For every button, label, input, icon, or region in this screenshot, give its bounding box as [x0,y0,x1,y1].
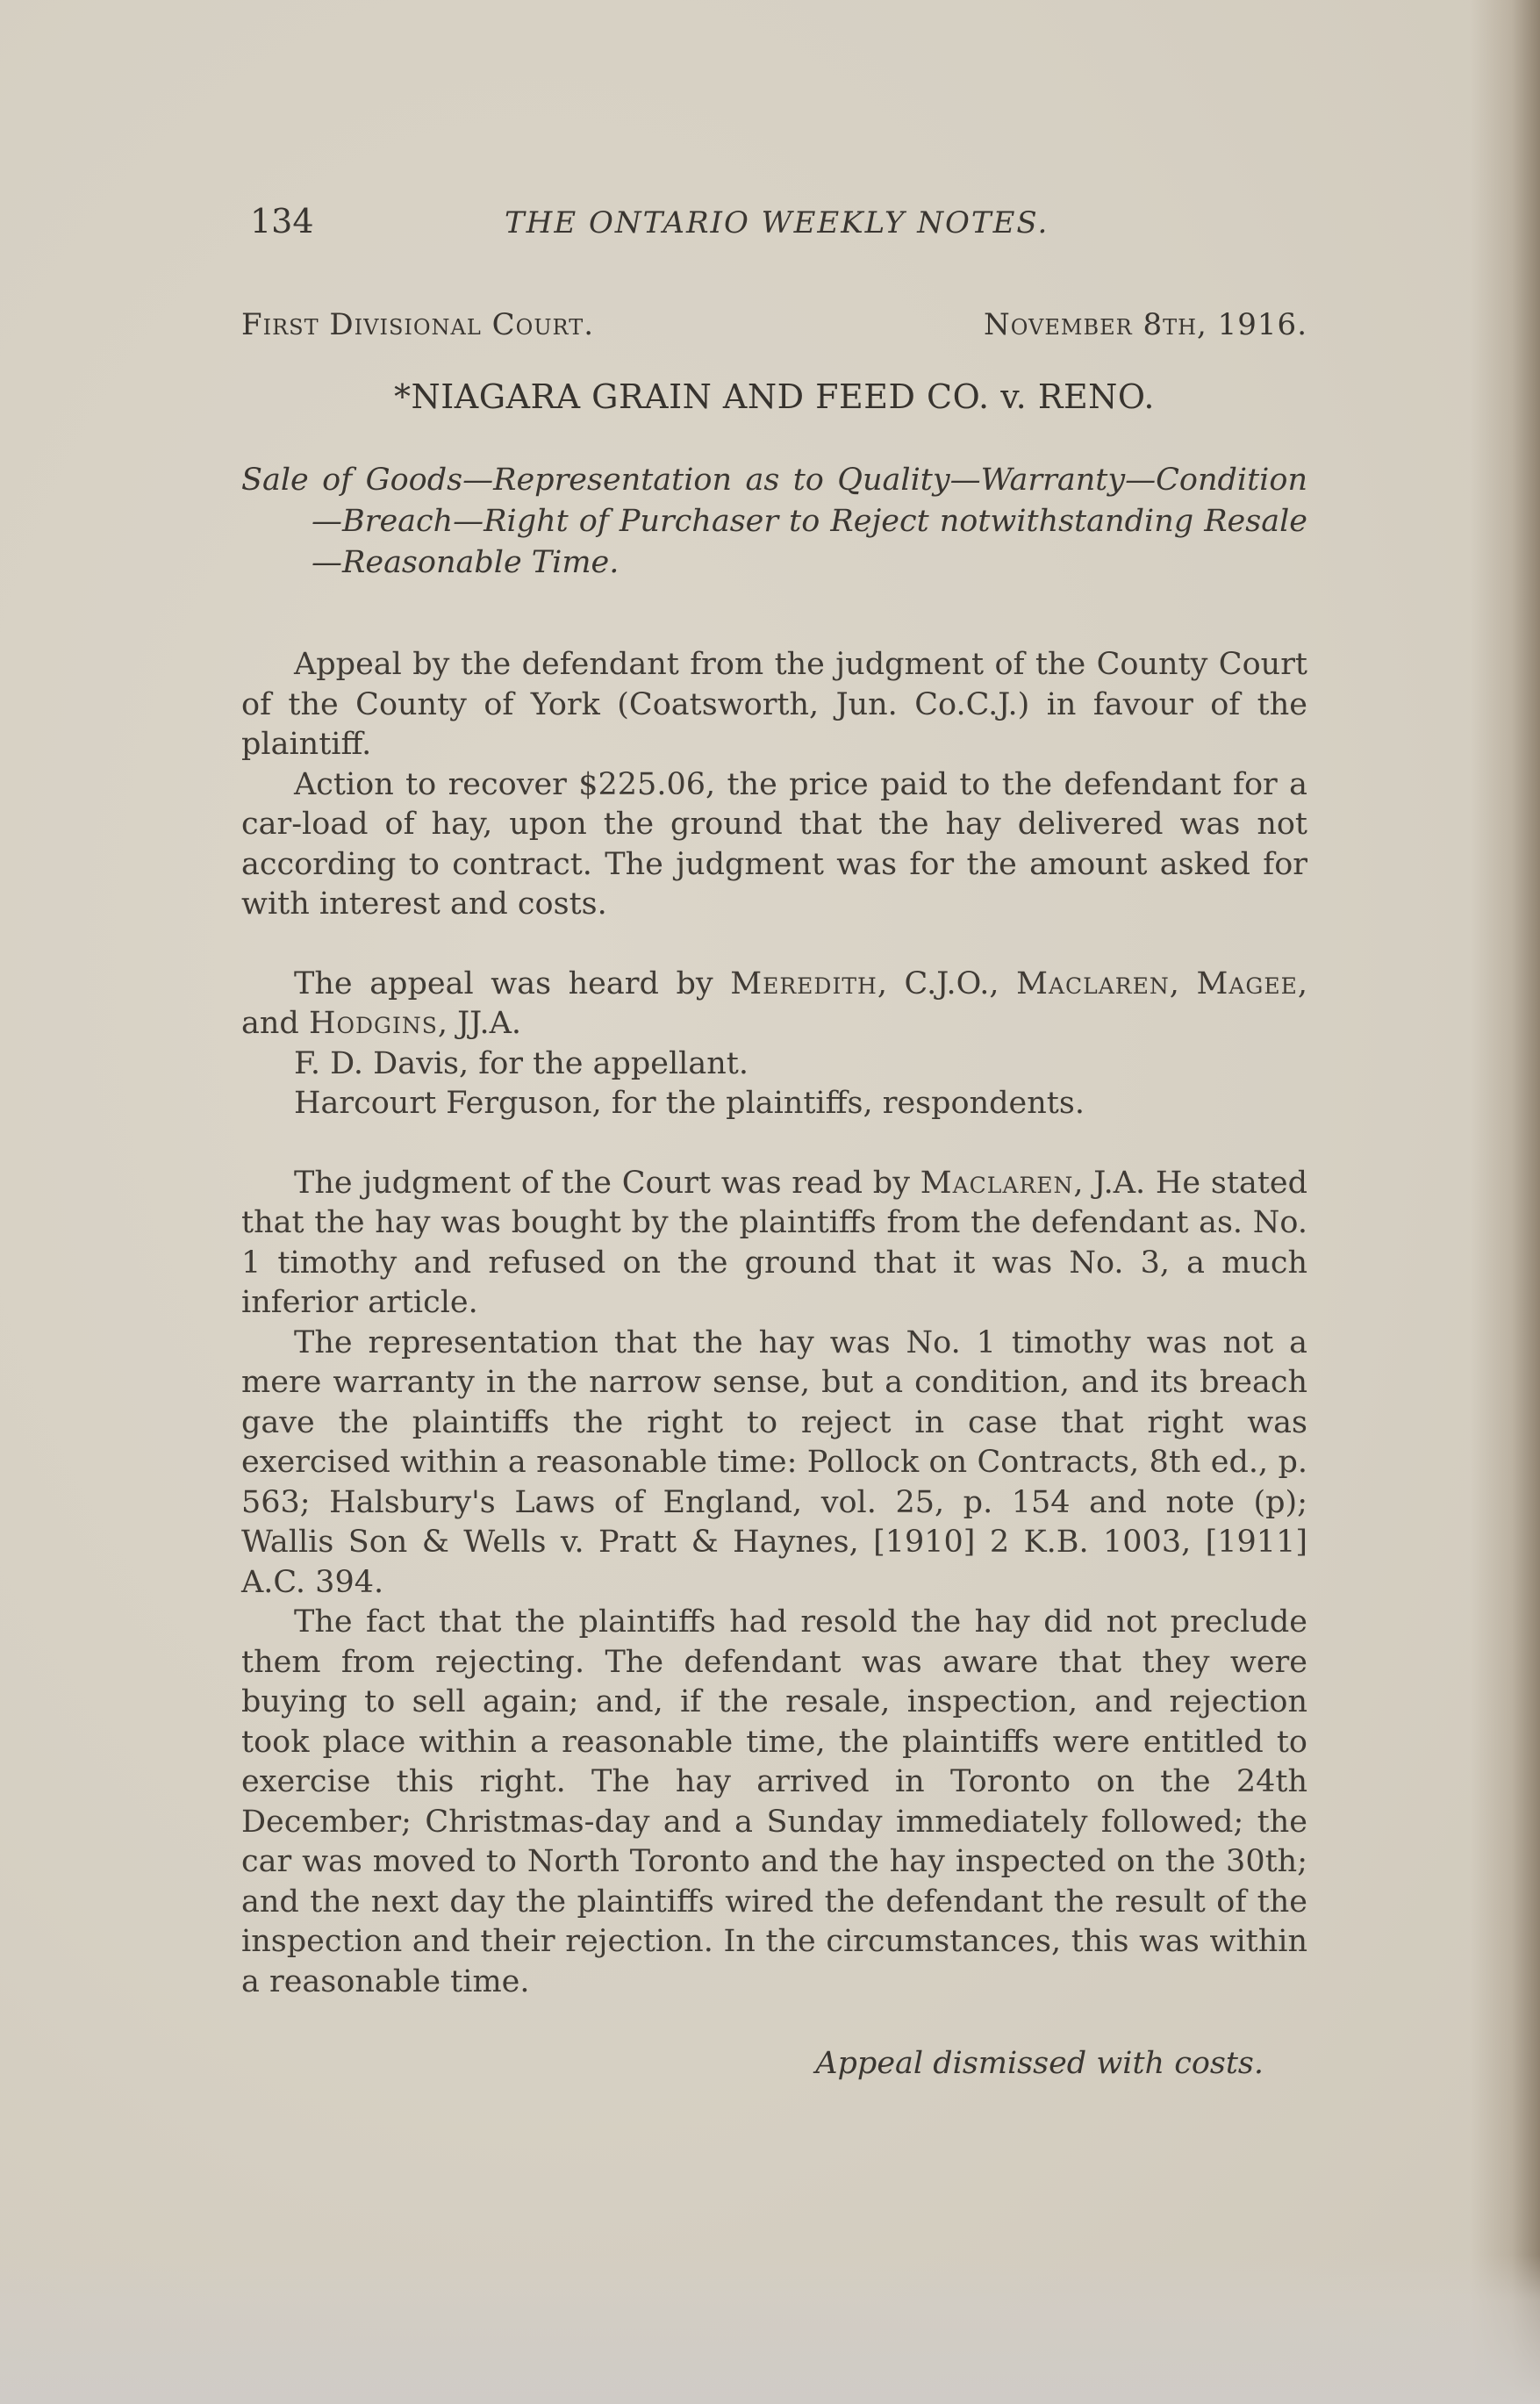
heard-separator: , C.J.O., [877,965,1017,1001]
case-title: *NIAGARA GRAIN AND FEED CO. v. RENO. [394,377,1155,416]
representation-paragraph: The representation that the hay was No. 1 timothy was not a mere warranty in the narrow sense, but a condition, and its breach gave the plaintiffs the right to reject in case that right was exercised within a reasonable time: Pollock on Contracts, 8th ed., p. 563; Halsbury's Laws of England, vol. 25, p. 154 and note (p); Wallis Son & Wells v. Pratt & Haynes, [1910] 2 K.B. 1003, [1911] A.C. 394. [241,1324,1307,1600]
judge-name: Maclaren [920,1165,1074,1201]
counsel-appellant: F. D. Davis, for the appellant. [294,1045,749,1081]
heard-prefix: The appeal was heard by [294,965,731,1001]
spacer [241,1124,1307,1164]
appeal-paragraph: Appeal by the defendant from the judgment of the County Court of the County of York (Coatsworth, Jun. Co.C.J.) in favour of the plaintiff. [241,647,1307,762]
judge-name: Maclaren [1016,965,1170,1001]
court-line [241,307,1307,342]
judgment-prefix: The judgment of the Court was read by [294,1165,920,1201]
disposition: Appeal dismissed with costs. [815,2046,1264,2081]
running-head [241,193,1307,246]
counsel-respondents: Harcourt Ferguson, for the plaintiffs, respondents. [294,1086,1085,1121]
heard-separator: , and [241,965,1307,1041]
page-number: 134 [250,202,314,240]
court-name: First Divisional Court. [241,307,595,342]
spacer [241,925,1307,965]
judge-name: Hodgins [308,1006,438,1041]
heard-suffix: , JJ.A. [437,1006,521,1041]
page-edge-shadow [1470,0,1540,2404]
action-paragraph: Action to recover $225.06, the price paid to the defendant for a car-load of hay, upon the ground that the hay delivered was not according to contract. The judgment was for the amount asked for with interest and costs. [241,766,1307,922]
decision-date: November 8th, 1916. [984,307,1307,342]
page-bottom-strip [0,2255,1540,2404]
headnote: Sale of Goods—Representation as to Quality—Warranty—Condition—Breach—Right of Purchaser to Reject notwithstanding Resale—Reasonable Time. [241,463,1307,580]
heard-separator: , [1169,965,1197,1001]
heard-paragraph [241,965,1307,1044]
journal-title: THE ONTARIO WEEKLY NOTES. [505,205,1049,240]
resale-paragraph: The fact that the plaintiffs had resold the hay did not preclude them from rejecting. The defendant was aware that they were buying to sell again; and, if the resale, inspection, and rejection took place within a reasonable time, the plaintiffs were entitled to exercise this right. The hay arrived in Toronto on the 24th December; Christmas-day and a Sunday immediately followed; the car was moved to North Toronto and the hay inspected on the 30th; and the next day the plaintiffs wired the defendant the result of the inspection and their rejection. In the circumstances, this was within a reasonable time. [241,1604,1307,1999]
judgment-text: , J.A. He stated that the hay was bought by the plaintiffs from the defendant as. No. 1 timothy and refused on the ground that it was No. 3, a much inferior article. [241,1165,1308,1320]
judge-name: Meredith [730,965,877,1001]
judgment-paragraph [241,1164,1307,1324]
page-content [241,193,1307,2081]
judge-name: Magee [1196,965,1298,1001]
